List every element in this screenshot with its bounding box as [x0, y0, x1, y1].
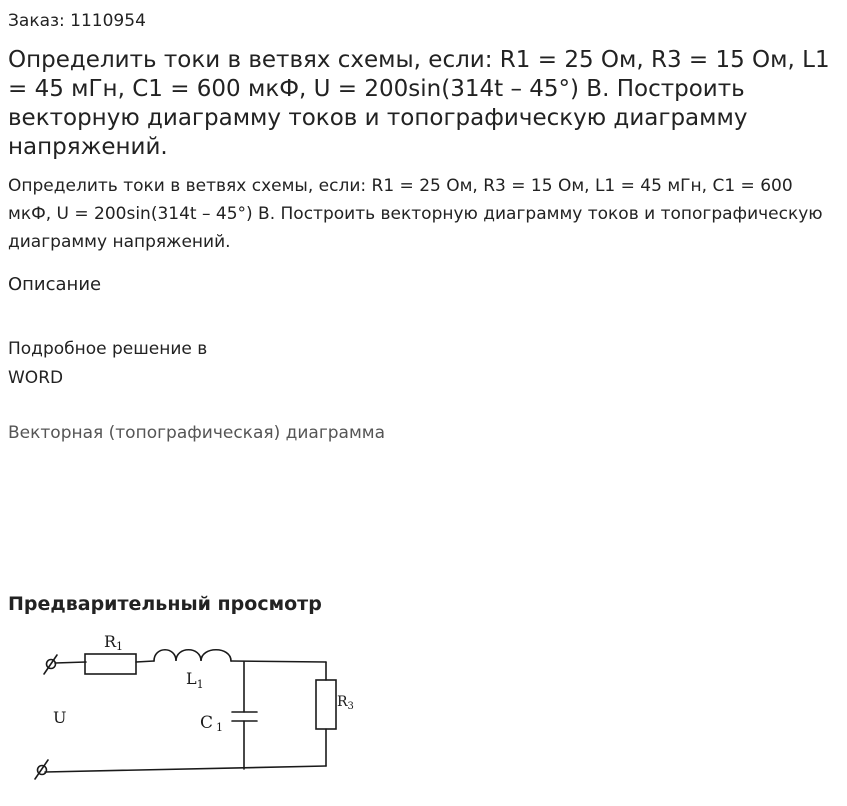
vector-diagram-link[interactable]: Векторная (топографическая) диаграмма	[8, 423, 386, 443]
label-c1: C 1	[200, 713, 224, 734]
label-l1: $L_1$	[186, 669, 204, 691]
label-r3: $R_3$	[337, 694, 354, 712]
task-description: Определить токи в ветвях схемы, если: R1 = 25 Ом, R3 = 15 Ом, L1 = 45 мГн, С1 = 600 мкФ, U = 200sin(314t – 45°) В. Построить векторную диаграмму токов и топографическую диаграмму напряжений.	[8, 176, 823, 252]
circuit-schematic	[26, 626, 366, 786]
resistor-r3	[316, 680, 336, 729]
description-label: Описание	[8, 274, 102, 295]
inductor-l1	[154, 650, 231, 661]
label-u: U	[53, 708, 67, 727]
solution-format-text: Подробное решение в WORD	[8, 339, 208, 388]
order-number: Заказ: 1110954	[8, 11, 146, 31]
resistor-r1	[85, 654, 136, 674]
preview-heading: Предварительный просмотр	[8, 593, 322, 615]
label-r1: R1	[104, 632, 124, 653]
page-title: Определить токи в ветвях схемы, если: R1 = 25 Ом, R3 = 15 Ом, L1 = 45 мГн, С1 = 600 мкФ, U = 200sin(314t – 45°) В. Построить векторную диаграмму токов и топографическую диаграмму напряжений.	[8, 47, 830, 160]
